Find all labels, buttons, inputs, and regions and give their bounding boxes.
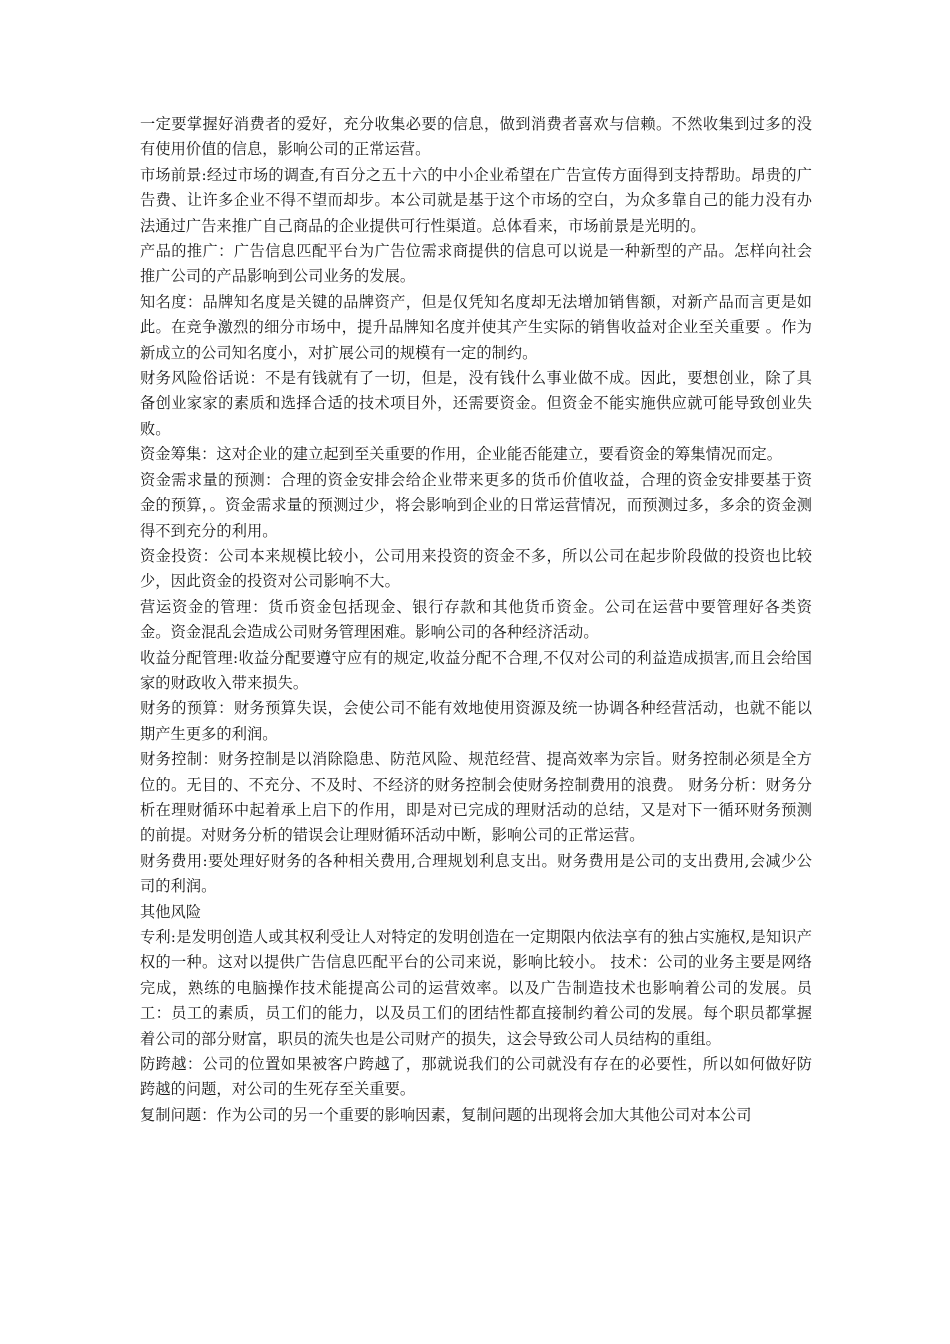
paragraph-patent-technology-staff: 专利:是发明创造人或其权利受让人对特定的发明创造在一定期限内依法享有的独占实施权,是知识产权的一种。这对以提供广告信息匹配平台的公司来说，影响比较小。 技术：公司的业务主要是网络完成，熟练的电脑操作技术能提高公司的运营效率。以及广告制造技术也影响着公司的发展。员工：员工的素质，员工们的能力，以及员工们的团结性都直接制约着公司的发展。每个职员都掌握着公司的部分财富，职员的流失也是公司财产的损失，这会导致公司人员结构的重组。 (140, 928, 812, 1048)
paragraph-financial-budget: 财务的预算：财务预算失误，会使公司不能有效地使用资源及统一协调各种经营活动，也就不能以期产生更多的利润。 (140, 699, 812, 743)
paragraph-consumer-preference: 一定要掌握好消费者的爱好，充分收集必要的信息，做到消费者喜欢与信赖。不然收集到过多的没有使用价值的信息，影响公司的正常运营。 (140, 115, 812, 159)
section-heading-other-risks: 其他风险 (140, 902, 202, 921)
paragraph-capital-investment: 资金投资：公司本来规模比较小，公司用来投资的资金不多，所以公司在起步阶段做的投资也比较少，因此资金的投资对公司影响不大。 (140, 546, 812, 591)
paragraph-market-prospect: 市场前景:经过市场的调查,有百分之五十六的中小企业希望在广告宣传方面得到支持帮助。昂贵的广告费、让许多企业不得不望而却步。本公司就是基于这个市场的空白，为众多靠自己的能力没有办法通过广告来推广自己商品的企业提供可行性渠道。总体看来，市场前景是光明的。 (140, 165, 812, 235)
paragraph-copy-problem: 复制问题：作为公司的另一个重要的影响因素，复制问题的出现将会加大其他公司对本公司 (140, 1105, 752, 1124)
paragraph-financial-control: 财务控制：财务控制是以消除隐患、防范风险、规范经营、提高效率为宗旨。财务控制必须是全方位的。无目的、不充分、不及时、不经济的财务控制会使财务控制费用的浪费。 财务分析：财务分析在理财循环中起着承上启下的作用，即是对已完成的理财活动的总结，又是对下一循环财务预测的前提。对财务分析的错误会让理财循环活动中断，影响公司的正常运营。 (140, 750, 812, 845)
paragraph-income-distribution: 收益分配管理:收益分配要遵守应有的规定,收益分配不合理,不仅对公司的利益造成损害,而且会给国家的财政收入带来损失。 (140, 648, 812, 692)
paragraph-anti-bypass: 防跨越：公司的位置如果被客户跨越了，那就说我们的公司就没有存在的必要性，所以如何做好防跨越的问题，对公司的生死存至关重要。 (140, 1055, 812, 1099)
paragraph-financial-expenses: 财务费用:要处理好财务的各种相关费用,合理规划利息支出。财务费用是公司的支出费用,会减少公司的利润。 (140, 851, 812, 896)
paragraph-brand-awareness: 知名度：品牌知名度是关键的品牌资产，但是仅凭知名度却无法增加销售额，对新产品而言更是如此。在竞争激烈的细分市场中，提升品牌知名度并使其产生实际的销售收益对企业至关重要 。作为新成立的公司知名度小，对扩展公司的规模有一定的制约。 (140, 292, 812, 362)
paragraph-fund-raising: 资金筹集：这对企业的建立起到至关重要的作用，企业能否能建立，要看资金的筹集情况而定。 (140, 445, 783, 464)
paragraph-financial-risk: 财务风险俗话说：不是有钱就有了一切，但是，没有钱什么事业做不成。因此，要想创业，除了具备创业家家的素质和选择合适的技术项目外，还需要资金。但资金不能实施供应就可能导致创业失败。 (140, 369, 812, 438)
paragraph-capital-demand-forecast: 资金需求量的预测：合理的资金安排会给企业带来更多的货币价值收益，合理的资金安排要基于资金的预算，。资金需求量的预测过少，将会影响到企业的日常运营情况，而预测过多，多余的资金测得不到充分的利用。 (140, 470, 812, 540)
document-body (140, 112, 812, 1128)
paragraph-working-capital: 营运资金的管理：货币资金包括现金、银行存款和其他货币资金。公司在运营中要管理好各类资金。资金混乱会造成公司财务管理困难。影响公司的各种经济活动。 (140, 597, 812, 642)
paragraph-product-promotion: 产品的推广：广告信息匹配平台为广告位需求商提供的信息可以说是一种新型的产品。怎样向社会推广公司的产品影响到公司业务的发展。 (140, 242, 812, 286)
